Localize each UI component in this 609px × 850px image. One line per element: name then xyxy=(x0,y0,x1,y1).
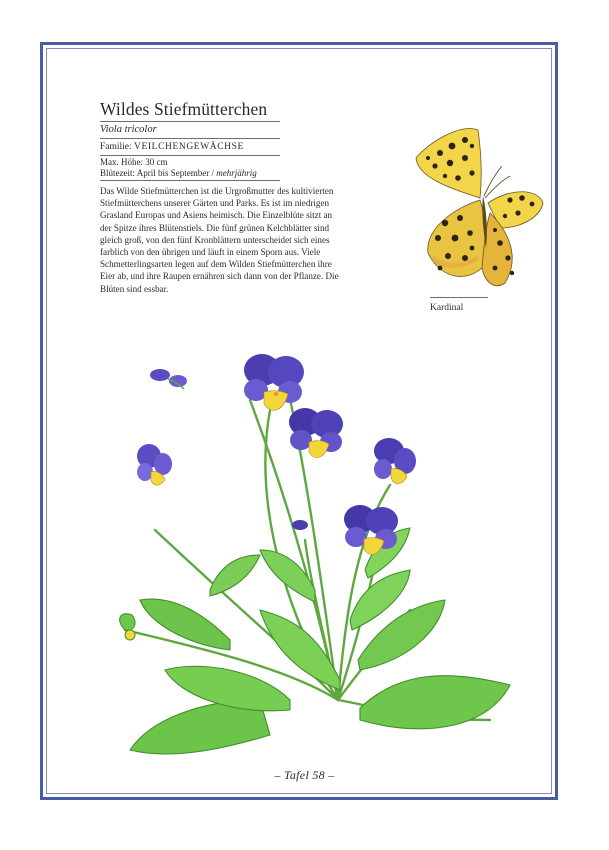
plant-title: Wildes Stiefmütterchen xyxy=(100,99,268,119)
family-line xyxy=(100,140,280,154)
pansy-flower xyxy=(137,444,172,485)
pansy-illustration xyxy=(110,340,530,770)
pansy-bud xyxy=(120,614,135,640)
caption-rule xyxy=(430,297,488,298)
description: Das Wilde Stiefmütterchen ist die Urgroßmutter des kultivierten Stiefmütterchens unserer Gärten und Parks. Es ist im niedrigen Grasland Europas und Asiens heimisch. Die Einzelblüte sitzt an der Spitze ihres Blütenstiels. Die fünf grünen Kelchblätter sind gleich groß, von den fünf Kronblättern unterscheidet sich eines farblich von den übrigen und läuft in einem Sporn aus. Viele Schmetterlingsarten legen auf dem Wilden Stiefmütterchen ihre Eier ab, und ihre Raupen ernähren sich dann von der Pflanze. Die Blüten sind essbar. xyxy=(100,186,339,294)
butterfly-caption: Kardinal xyxy=(430,303,464,313)
butterfly-illustration xyxy=(410,118,545,293)
plate-number: – Tafel 58 – xyxy=(274,768,335,782)
title-rule xyxy=(100,121,280,122)
family-name: VEILCHENGEWÄCHSE xyxy=(134,142,244,152)
pansy-flower xyxy=(344,505,398,555)
pansy-flower xyxy=(244,354,304,410)
leaf xyxy=(165,666,290,711)
pansy-bud-closed xyxy=(292,520,308,530)
pansy-flower xyxy=(289,408,343,458)
pansy-flower xyxy=(374,438,416,484)
latin-name: Viola tricolor xyxy=(100,124,157,135)
bloom-rule xyxy=(100,180,280,181)
lifespan: mehrjährig xyxy=(216,168,257,178)
leaf xyxy=(210,555,260,596)
family-rule xyxy=(100,155,280,156)
leaf xyxy=(140,599,230,650)
bloom-months: Blütezeit: April bis September / xyxy=(100,168,214,178)
latin-rule xyxy=(100,138,280,139)
family-label: Familie: xyxy=(100,142,132,152)
max-height: Max. Höhe: 30 cm xyxy=(100,157,168,167)
bloom-period xyxy=(100,168,280,179)
plant-entry xyxy=(100,98,339,295)
pansy-flower-side xyxy=(150,369,187,389)
